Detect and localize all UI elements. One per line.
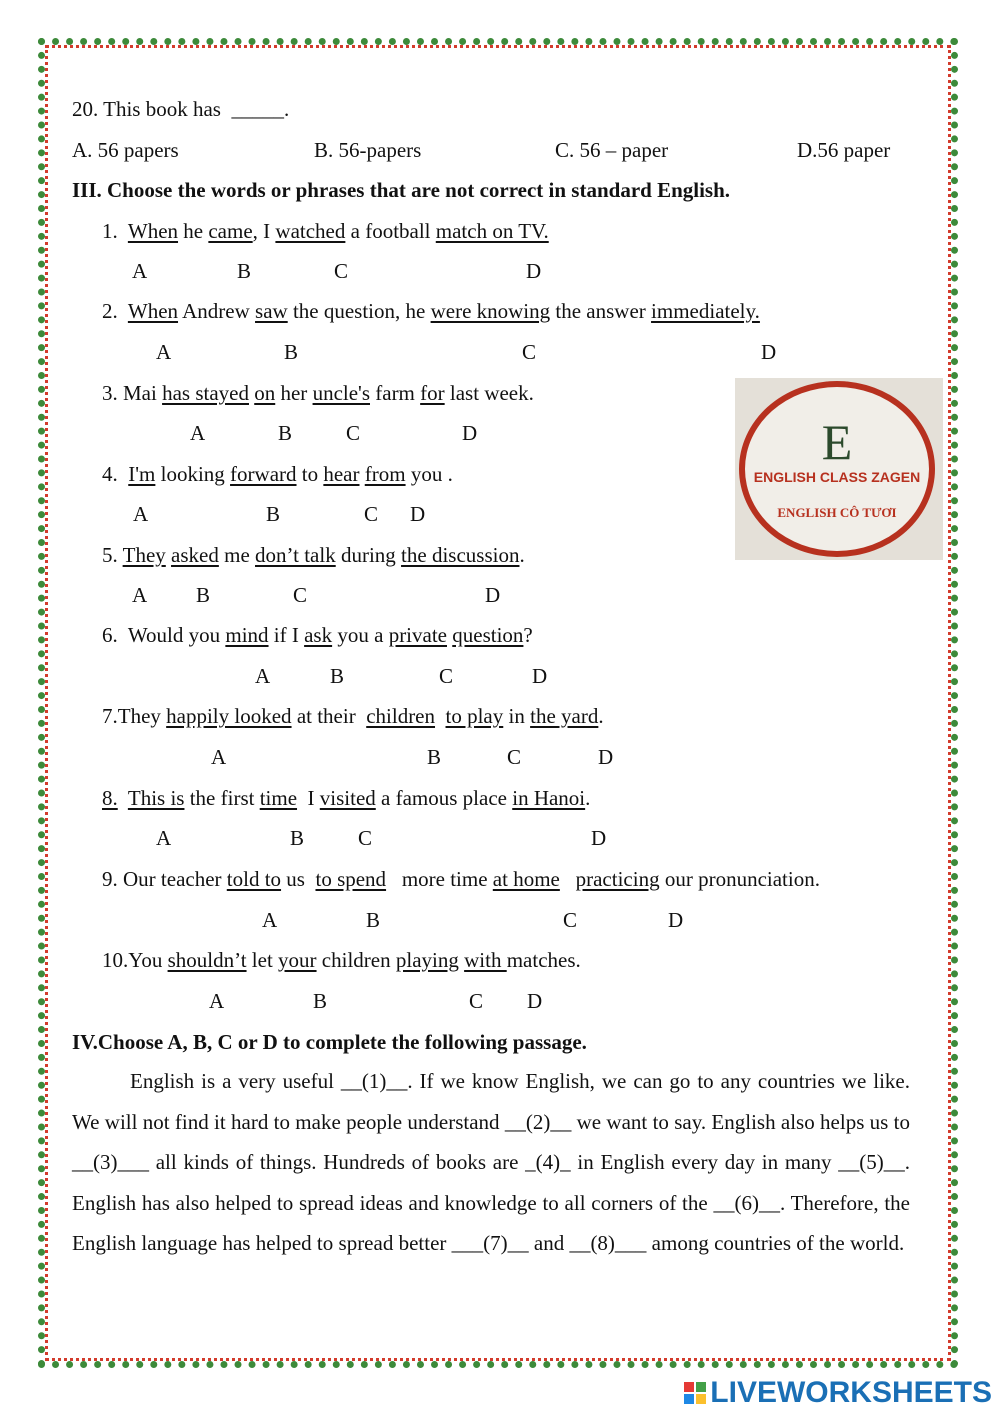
- item-6-sentence: 6. Would you mind if I ask you a private question?: [102, 623, 533, 647]
- q20-option-d: D.56 paper: [797, 138, 891, 162]
- reading-passage: English is a very useful __(1)__. If we know English, we can go to any countries we like. We will not find it hard to make people understand __(2)__ we want to say. English also helps us to __(3)___ all kinds of things. Hundreds of books are _(4)_ in English every day in many __(5)__. English has also helped to spread ideas and knowledge to all corners of the __(6)__. Therefore, the English language has helped to spread better ___(7)__ and __(8)___ among countries of the world.: [72, 1069, 910, 1255]
- item-5-letter-a: A: [132, 583, 148, 607]
- item-2-letter-d: D: [761, 340, 777, 364]
- item-4-letter-c: C: [364, 502, 379, 526]
- class-logo: [735, 378, 943, 560]
- item-2-sentence: 2. When Andrew saw the question, he were knowing the answer immediately.: [102, 299, 760, 323]
- item-3-letter-c: C: [346, 421, 361, 445]
- item-9-letter-b: B: [366, 908, 381, 932]
- item-1-letter-c: C: [334, 259, 349, 283]
- item-5-letter-d: D: [485, 583, 501, 607]
- item-3-letter-b: B: [278, 421, 293, 445]
- item-10-letter-b: B: [313, 989, 328, 1013]
- item-6-letter-c: C: [439, 664, 454, 688]
- item-10-letter-c: C: [469, 989, 484, 1013]
- section-3-heading: III. Choose the words or phrases that are not correct in standard English.: [72, 178, 731, 202]
- item-2-letter-a: A: [156, 340, 172, 364]
- liveworksheets-icon: [684, 1382, 706, 1404]
- item-5-letter-c: C: [293, 583, 308, 607]
- item-10-letter-d: D: [527, 989, 543, 1013]
- item-7-letter-b: B: [427, 745, 442, 769]
- item-8-sentence: 8. This is the first time I visited a famous place in Hanoi.: [102, 786, 591, 810]
- item-9-sentence: 9. Our teacher told to us to spend more time at home practicing our pronunciation.: [102, 867, 820, 891]
- q20-option-b: B. 56-papers: [314, 138, 422, 162]
- item-1-sentence: 1. When he came, I watched a football match on TV.: [102, 219, 549, 243]
- item-1-letter-a: A: [132, 259, 148, 283]
- item-7-letter-d: D: [598, 745, 614, 769]
- item-6-letter-d: D: [532, 664, 548, 688]
- item-6-letter-b: B: [330, 664, 345, 688]
- item-7-letter-c: C: [507, 745, 522, 769]
- item-4-letter-d: D: [410, 502, 426, 526]
- item-10-letter-a: A: [209, 989, 225, 1013]
- section-4-heading: IV.Choose A, B, C or D to complete the following passage.: [72, 1030, 587, 1054]
- item-9-letter-a: A: [262, 908, 278, 932]
- brand-text: LIVEWORKSHEETS: [710, 1376, 992, 1409]
- item-9-letter-d: D: [668, 908, 684, 932]
- item-8-letter-a: A: [156, 826, 172, 850]
- item-8-letter-c: C: [358, 826, 373, 850]
- item-8-letter-d: D: [591, 826, 607, 850]
- logo-circle: [739, 381, 935, 557]
- item-8-letter-b: B: [290, 826, 305, 850]
- item-9-letter-c: C: [563, 908, 578, 932]
- item-6-letter-a: A: [255, 664, 271, 688]
- item-1-letter-d: D: [526, 259, 542, 283]
- item-7-sentence: 7.They happily looked at their children to play in the yard.: [102, 704, 604, 728]
- item-1-letter-b: B: [237, 259, 252, 283]
- item-3-sentence: 3. Mai has stayed on her uncle's farm for last week.: [102, 381, 534, 405]
- item-5-sentence: 5. They asked me don’t talk during the discussion.: [102, 543, 525, 567]
- liveworksheets-brand[interactable]: [684, 1375, 992, 1411]
- item-3-letter-d: D: [462, 421, 478, 445]
- q20-option-c: C. 56 – paper: [555, 138, 669, 162]
- item-2-letter-c: C: [522, 340, 537, 364]
- item-7-letter-a: A: [211, 745, 227, 769]
- item-4-letter-b: B: [266, 502, 281, 526]
- q20-option-a: A. 56 papers: [72, 138, 179, 162]
- logo-line-1: ENGLISH CLASS ZAGEN: [753, 469, 921, 485]
- item-5-letter-b: B: [196, 583, 211, 607]
- item-10-sentence: 10.You shouldn’t let your children playing with matches.: [102, 948, 581, 972]
- question-20-stem: 20. This book has _____.: [72, 97, 290, 121]
- item-2-letter-b: B: [284, 340, 299, 364]
- logo-line-2: ENGLISH CÔ TƯƠI: [777, 505, 897, 520]
- logo-letter: E: [821, 414, 853, 470]
- item-4-sentence: 4. I'm looking forward to hear from you .: [102, 462, 453, 486]
- item-3-letter-a: A: [190, 421, 206, 445]
- item-4-letter-a: A: [133, 502, 149, 526]
